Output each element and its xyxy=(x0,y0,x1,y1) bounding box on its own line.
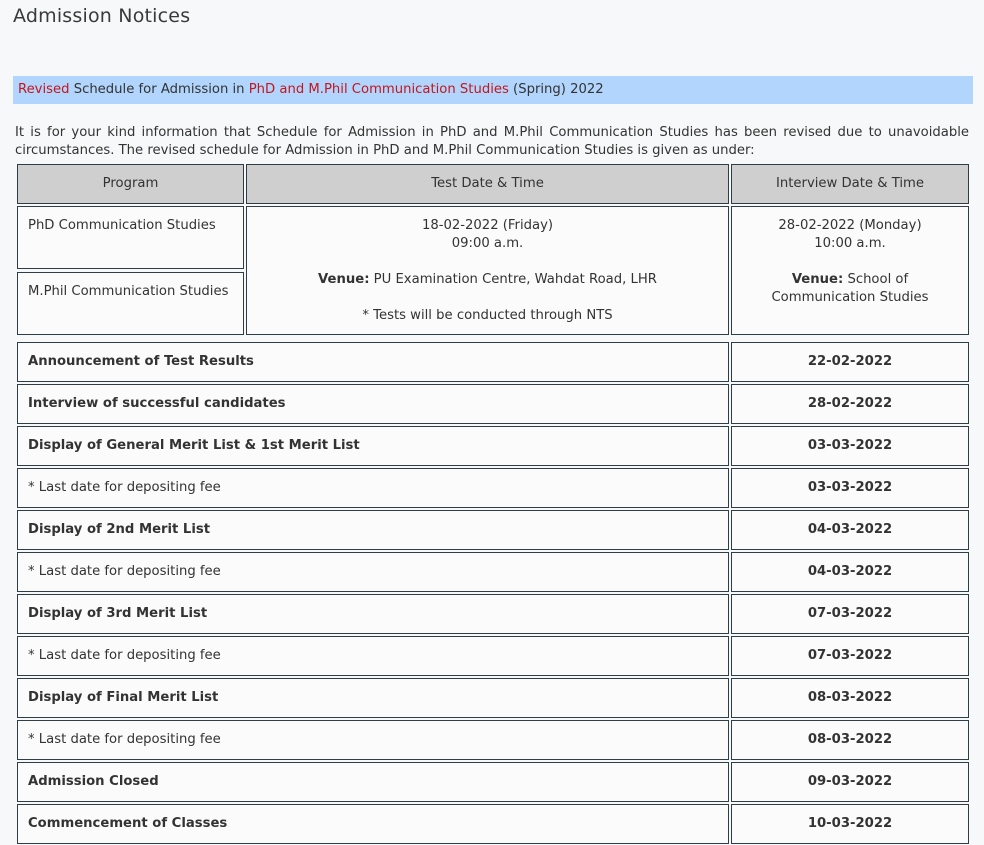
schedule-row-label: Display of General Merit List & 1st Merit List xyxy=(17,426,729,466)
test-venue-value: PU Examination Centre, Wahdat Road, LHR xyxy=(369,272,657,287)
schedule-row-label: Admission Closed xyxy=(17,762,729,802)
interview-time: 10:00 a.m. xyxy=(814,236,886,251)
page-title: Admission Notices xyxy=(13,5,191,27)
notice-heading[interactable] xyxy=(13,76,973,104)
notice-program-text: PhD and M.Phil Communication Studies xyxy=(248,82,509,97)
interview-venue xyxy=(732,271,968,307)
header-interview-date: Interview Date & Time xyxy=(731,164,969,204)
schedule-row-label: * Last date for depositing fee xyxy=(17,720,729,760)
test-time: 09:00 a.m. xyxy=(451,236,524,251)
schedule-row-date: 08-03-2022 xyxy=(731,720,969,760)
header-program: Program xyxy=(17,164,244,204)
test-date-block xyxy=(246,206,729,335)
schedule-row-label: Display of 2nd Merit List xyxy=(17,510,729,550)
test-venue xyxy=(247,271,728,289)
schedule-row-label: Interview of successful candidates xyxy=(17,384,729,424)
schedule-row-label: * Last date for depositing fee xyxy=(17,468,729,508)
schedule-row-label: Display of Final Merit List xyxy=(17,678,729,718)
schedule-row-date: 28-02-2022 xyxy=(731,384,969,424)
schedule-row-date: 07-03-2022 xyxy=(731,594,969,634)
schedule-row-label: Announcement of Test Results xyxy=(17,342,729,382)
program-mphil: M.Phil Communication Studies xyxy=(17,272,244,335)
header-test-date: Test Date & Time xyxy=(246,164,729,204)
test-note: * Tests will be conducted through NTS xyxy=(362,308,613,323)
test-venue-label: Venue: xyxy=(318,272,370,287)
schedule-row-date: 04-03-2022 xyxy=(731,510,969,550)
interview-date: 28-02-2022 (Monday) xyxy=(778,218,922,233)
interview-venue-value: School of Communication Studies xyxy=(771,272,929,305)
schedule-row-label: Display of 3rd Merit List xyxy=(17,594,729,634)
schedule-row-date: 10-03-2022 xyxy=(731,804,969,844)
schedule-row-date: 03-03-2022 xyxy=(731,426,969,466)
notice-session-text: (Spring) 2022 xyxy=(508,82,604,97)
schedule-row-date: 22-02-2022 xyxy=(731,342,969,382)
test-date: 18-02-2022 (Friday) xyxy=(421,218,554,233)
schedule-row-date: 07-03-2022 xyxy=(731,636,969,676)
schedule-row-date: 08-03-2022 xyxy=(731,678,969,718)
notice-revised-text: Revised xyxy=(18,82,70,97)
program-phd: PhD Communication Studies xyxy=(17,206,244,269)
schedule-row-label: Commencement of Classes xyxy=(17,804,729,844)
schedule-row-label: * Last date for depositing fee xyxy=(17,552,729,592)
notice-schedule-text: Schedule for Admission in xyxy=(69,82,249,97)
intro-paragraph: It is for your kind information that Schedule for Admission in PhD and M.Phil Communication Studies has been revised due to unavoidable circumstances. The revised schedule for Admission in PhD and M.Phil Communication Studies is given as under: xyxy=(15,125,969,158)
schedule-row-label: * Last date for depositing fee xyxy=(17,636,729,676)
interview-date-block xyxy=(731,206,969,335)
schedule-row-date: 04-03-2022 xyxy=(731,552,969,592)
schedule-row-date: 09-03-2022 xyxy=(731,762,969,802)
schedule-row-date: 03-03-2022 xyxy=(731,468,969,508)
interview-venue-label: Venue: xyxy=(791,272,844,287)
